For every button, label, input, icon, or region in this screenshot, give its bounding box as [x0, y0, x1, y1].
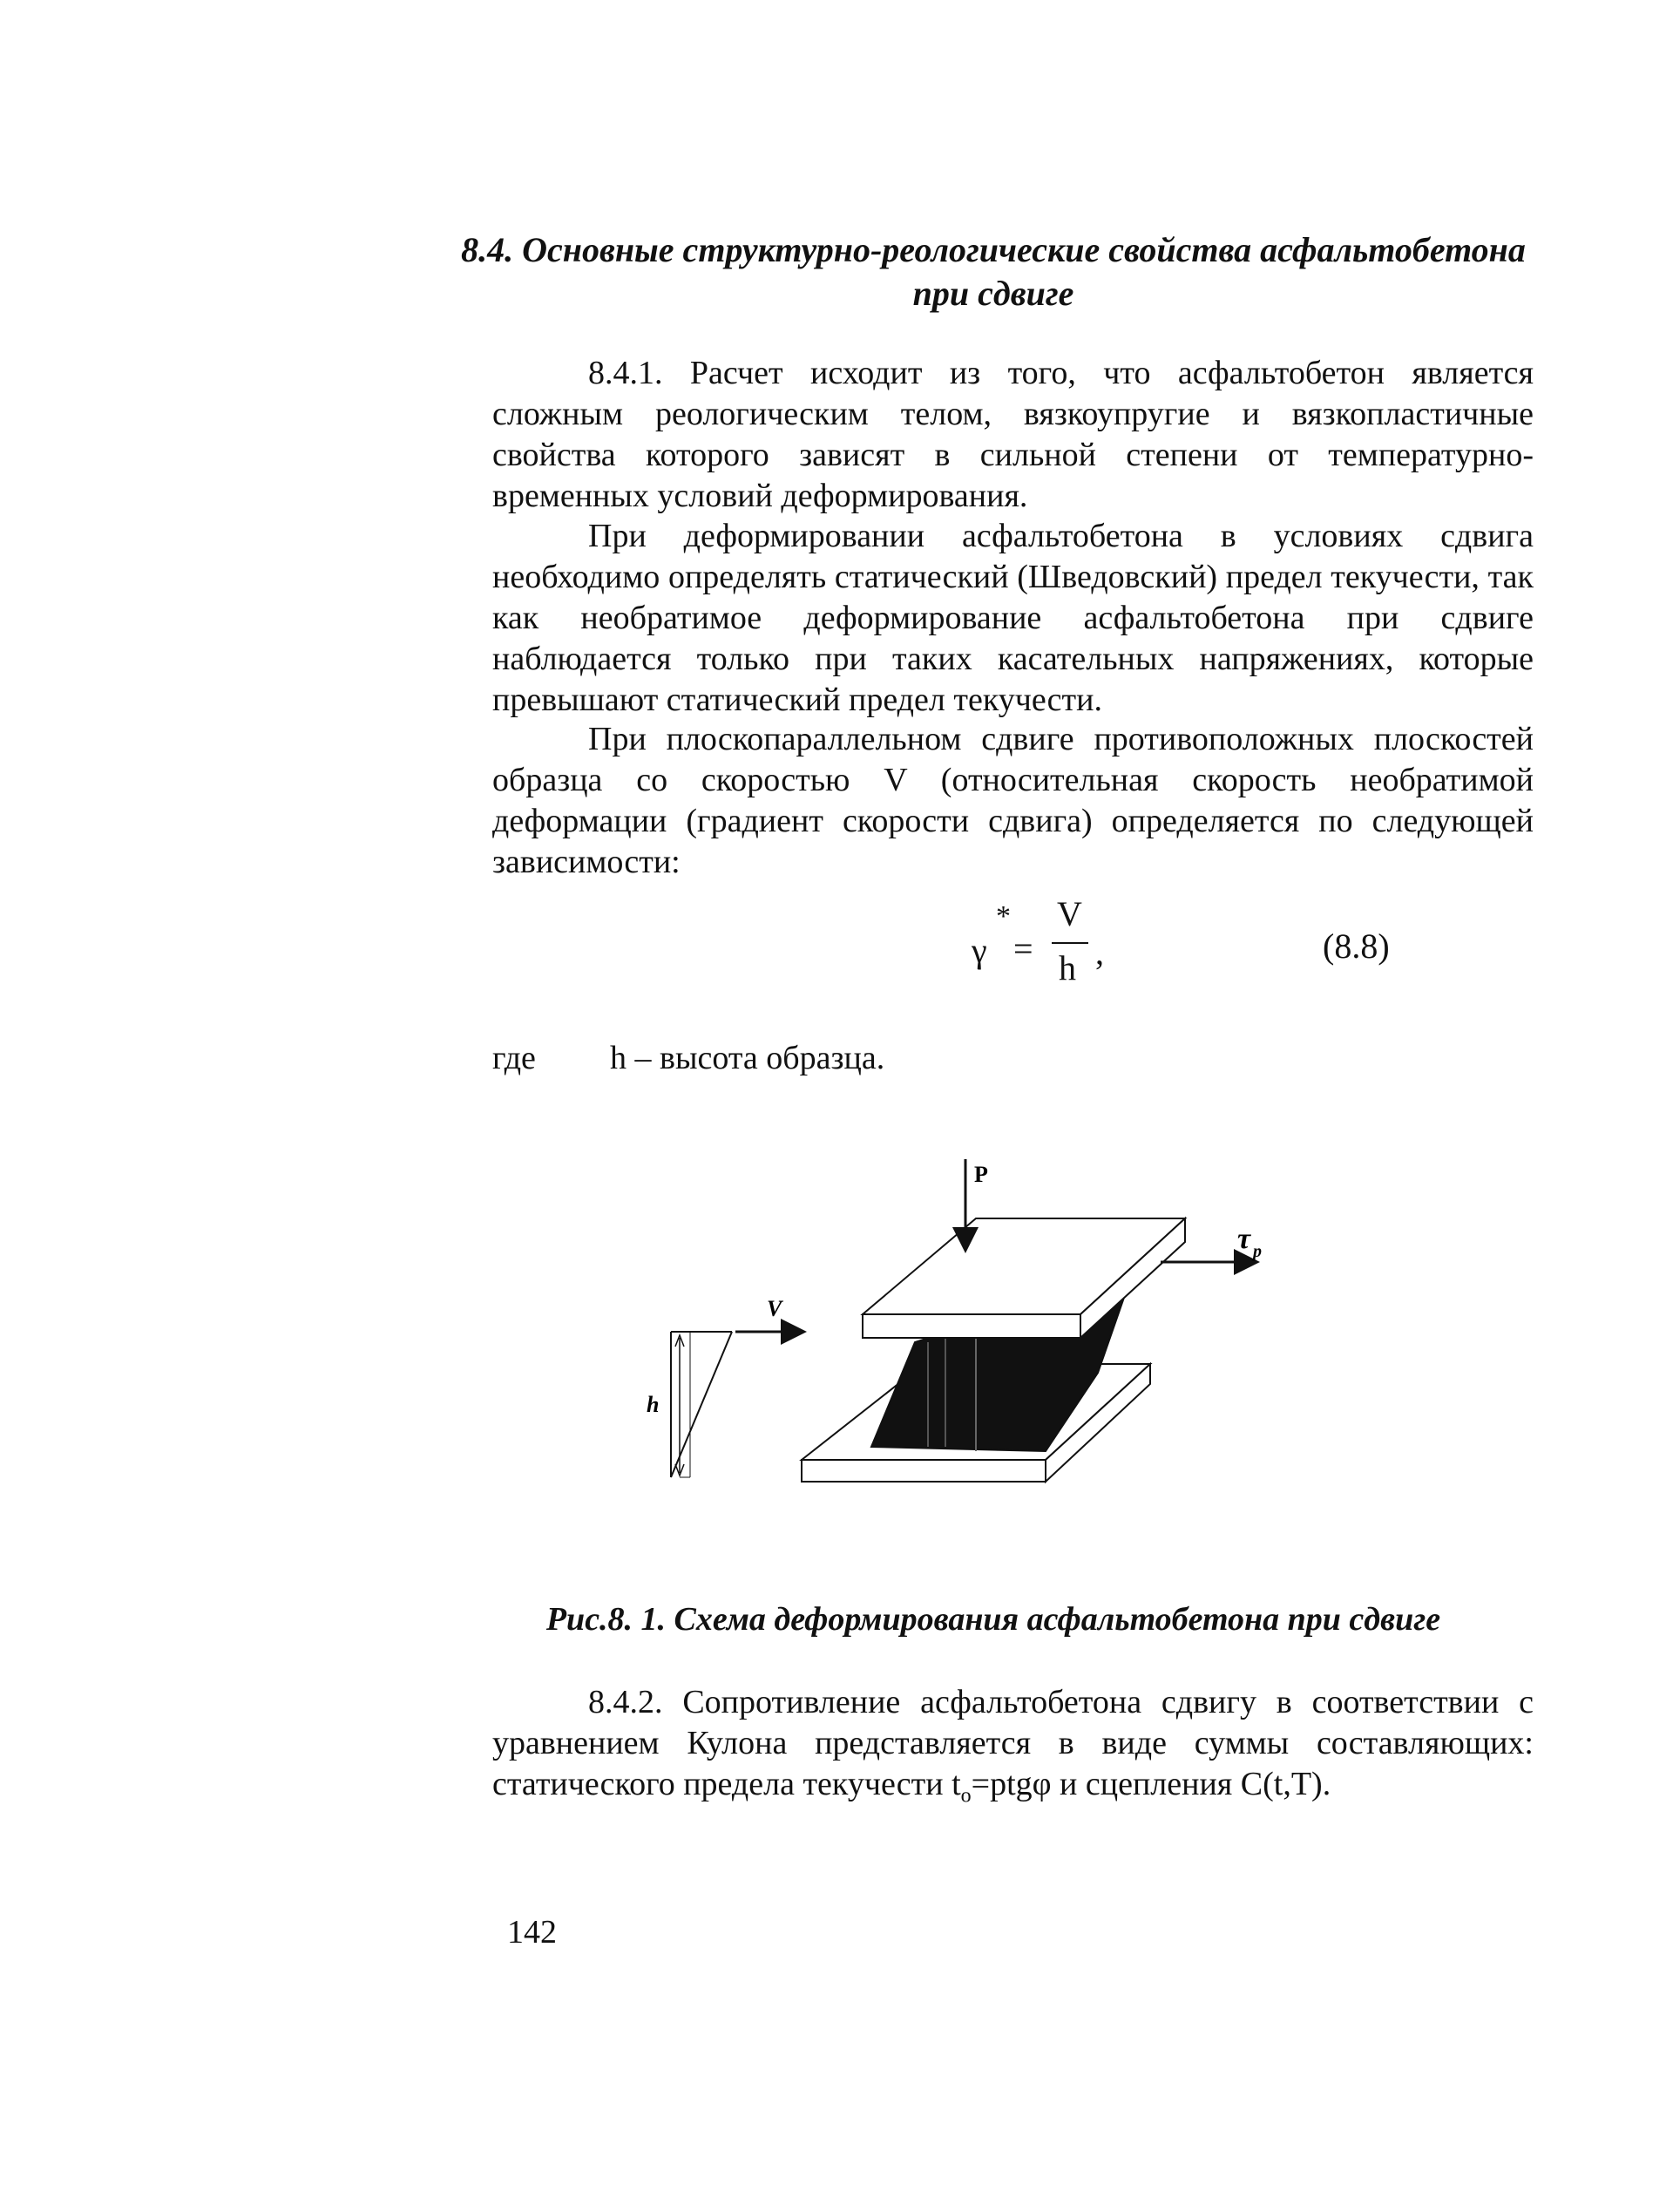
paragraph-8-4-2-part2: =ptgφ и сцепления C(t,T).: [971, 1766, 1331, 1802]
paragraph-8-4-2: [492, 1682, 1534, 1817]
label-h: h: [647, 1392, 660, 1417]
label-tau-sub: p: [1253, 1242, 1262, 1261]
label-p: P: [974, 1162, 988, 1187]
formula-gamma: γ: [972, 931, 987, 970]
formula-star: *: [996, 900, 1011, 933]
formula-numerator: V: [1057, 894, 1082, 933]
figure-caption: Рис.8. 1. Схема деформирования асфальтобетона при сдвиге: [545, 1601, 1441, 1638]
shear-deformation-figure: [627, 1150, 1342, 1517]
velocity-profile: [671, 1332, 802, 1477]
where-definition: h – высота образца.: [610, 1040, 885, 1076]
paragraph-8-4-2-part1: 8.4.2. Сопротивление асфальтобетона сдвигу в соответствии с уравнением Кулона представляется в виде суммы составляющих: статического предела текучести t: [492, 1684, 1534, 1802]
paragraph-plane-shear: При плоскопараллельном сдвиге противоположных плоскостей образца со скоростью V (относительная скорость необратимой деформации (градиент скорости сдвига) определяется по следующей зависимости:: [492, 721, 1534, 880]
formula-8-8: [972, 893, 1146, 1007]
equation-number: (8.8): [1323, 926, 1390, 966]
height-dimension: [675, 1335, 684, 1476]
page-number: 142: [507, 1914, 557, 1951]
formula-equals: =: [1013, 929, 1033, 968]
label-v: V: [767, 1296, 782, 1321]
formula-comma: ,: [1095, 933, 1104, 972]
formula-fraction-bar: [1052, 942, 1088, 944]
where-word: где: [492, 1040, 536, 1076]
label-tau: τ: [1237, 1223, 1251, 1255]
paragraph-shear-yield: При деформировании асфальтобетона в условиях сдвига необходимо определять статический (Шведовский) предел текучести, так как необратимое деформирование асфальтобетона при сдвиге наблюдается только при таких касательных напряжениях, которые превышают статический предел текучести.: [492, 518, 1534, 718]
section-heading: [453, 228, 1534, 316]
top-plate: [863, 1218, 1185, 1338]
where-clause: [492, 1039, 885, 1077]
subscript-o: o: [960, 1784, 972, 1808]
section-title-line2: при сдвиге: [912, 274, 1074, 313]
section-title-line1: 8.4. Основные структурно-реологические свойства асфальтобетона: [461, 230, 1526, 269]
paragraph-8-4-1: 8.4.1. Расчет исходит из того, что асфальтобетон является сложным реологическим телом, вязкоупругие и вязкопластичные свойства которого зависят в сильной степени от температурно-временных условий деформирования.: [492, 355, 1534, 514]
formula-denominator: h: [1059, 948, 1076, 987]
